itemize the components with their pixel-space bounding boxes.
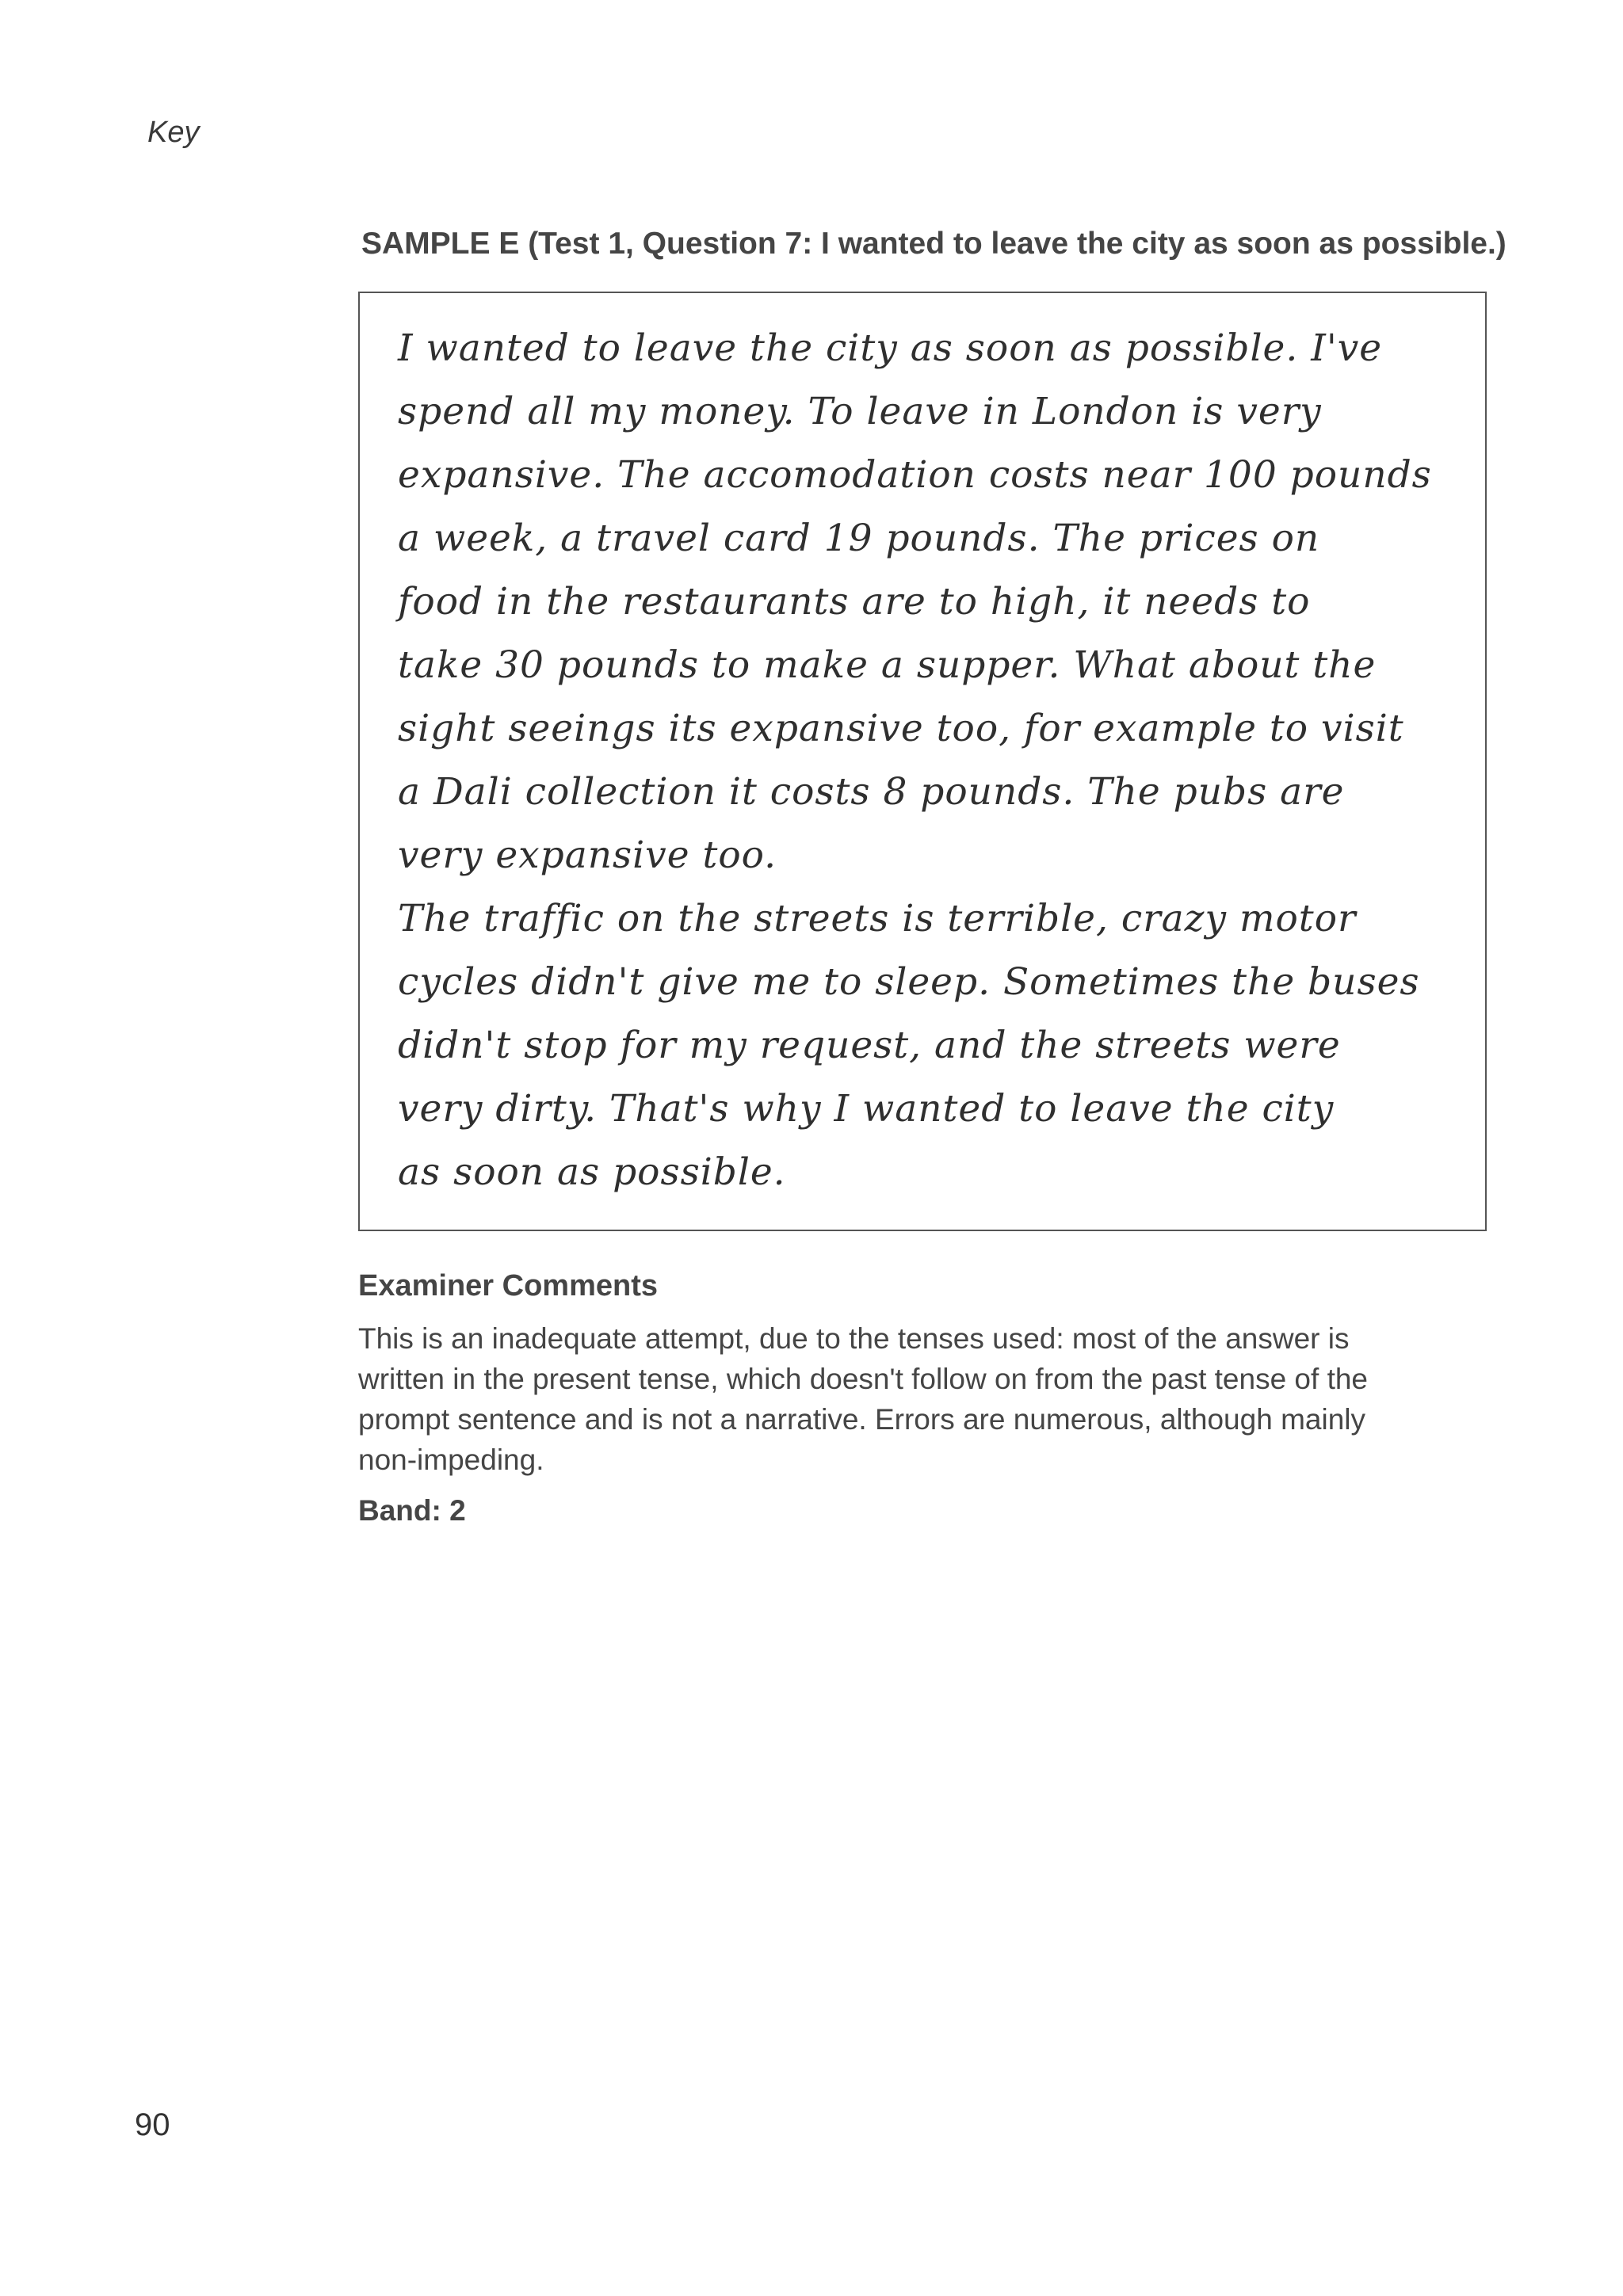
running-head: Key bbox=[147, 116, 200, 149]
comment-line: non-impeding. bbox=[358, 1444, 544, 1476]
answer-line: cycles didn't give me to sleep. Sometimes the buses bbox=[398, 960, 1420, 1004]
answer-line: sight seeings its expansive too, for example to visit bbox=[398, 707, 1404, 750]
answer-line: didn't stop for my request, and the streets were bbox=[398, 1024, 1341, 1067]
answer-line: as soon as possible. bbox=[398, 1150, 786, 1194]
comment-line: written in the present tense, which doesn't follow on from the past tense of the bbox=[358, 1363, 1369, 1395]
answer-line: a week, a travel card 19 pounds. The prices on bbox=[398, 517, 1320, 560]
handwritten-answer bbox=[398, 317, 1466, 1204]
answer-line: food in the restaurants are to high, it needs to bbox=[398, 580, 1311, 624]
answer-line: take 30 pounds to make a supper. What about the bbox=[398, 643, 1377, 687]
answer-line: very dirty. That's why I wanted to leave the city bbox=[398, 1087, 1335, 1131]
handwritten-answer-box bbox=[358, 292, 1487, 1231]
answer-line: very expansive too. bbox=[398, 833, 777, 877]
answer-line: expansive. The accomodation costs near 100 pounds bbox=[398, 453, 1432, 497]
comment-line: This is an inadequate attempt, due to the tenses used: most of the answer is bbox=[358, 1322, 1350, 1355]
sample-heading: SAMPLE E (Test 1, Question 7: I wanted to leave the city as soon as possible.) bbox=[361, 227, 1507, 261]
comment-line: prompt sentence and is not a narrative. Errors are numerous, although mainly bbox=[358, 1403, 1365, 1436]
answer-line: spend all my money. To leave in London is very bbox=[398, 390, 1322, 433]
answer-line: a Dali collection it costs 8 pounds. The pubs are bbox=[398, 770, 1345, 814]
examiner-comments-text bbox=[358, 1318, 1484, 1480]
examiner-comments-heading: Examiner Comments bbox=[358, 1269, 659, 1302]
answer-line: The traffic on the streets is terrible, crazy motor bbox=[398, 897, 1357, 940]
answer-line: I wanted to leave the city as soon as possible. I've bbox=[398, 326, 1383, 370]
page-number: 90 bbox=[135, 2107, 170, 2142]
band-score: Band: 2 bbox=[358, 1494, 466, 1527]
